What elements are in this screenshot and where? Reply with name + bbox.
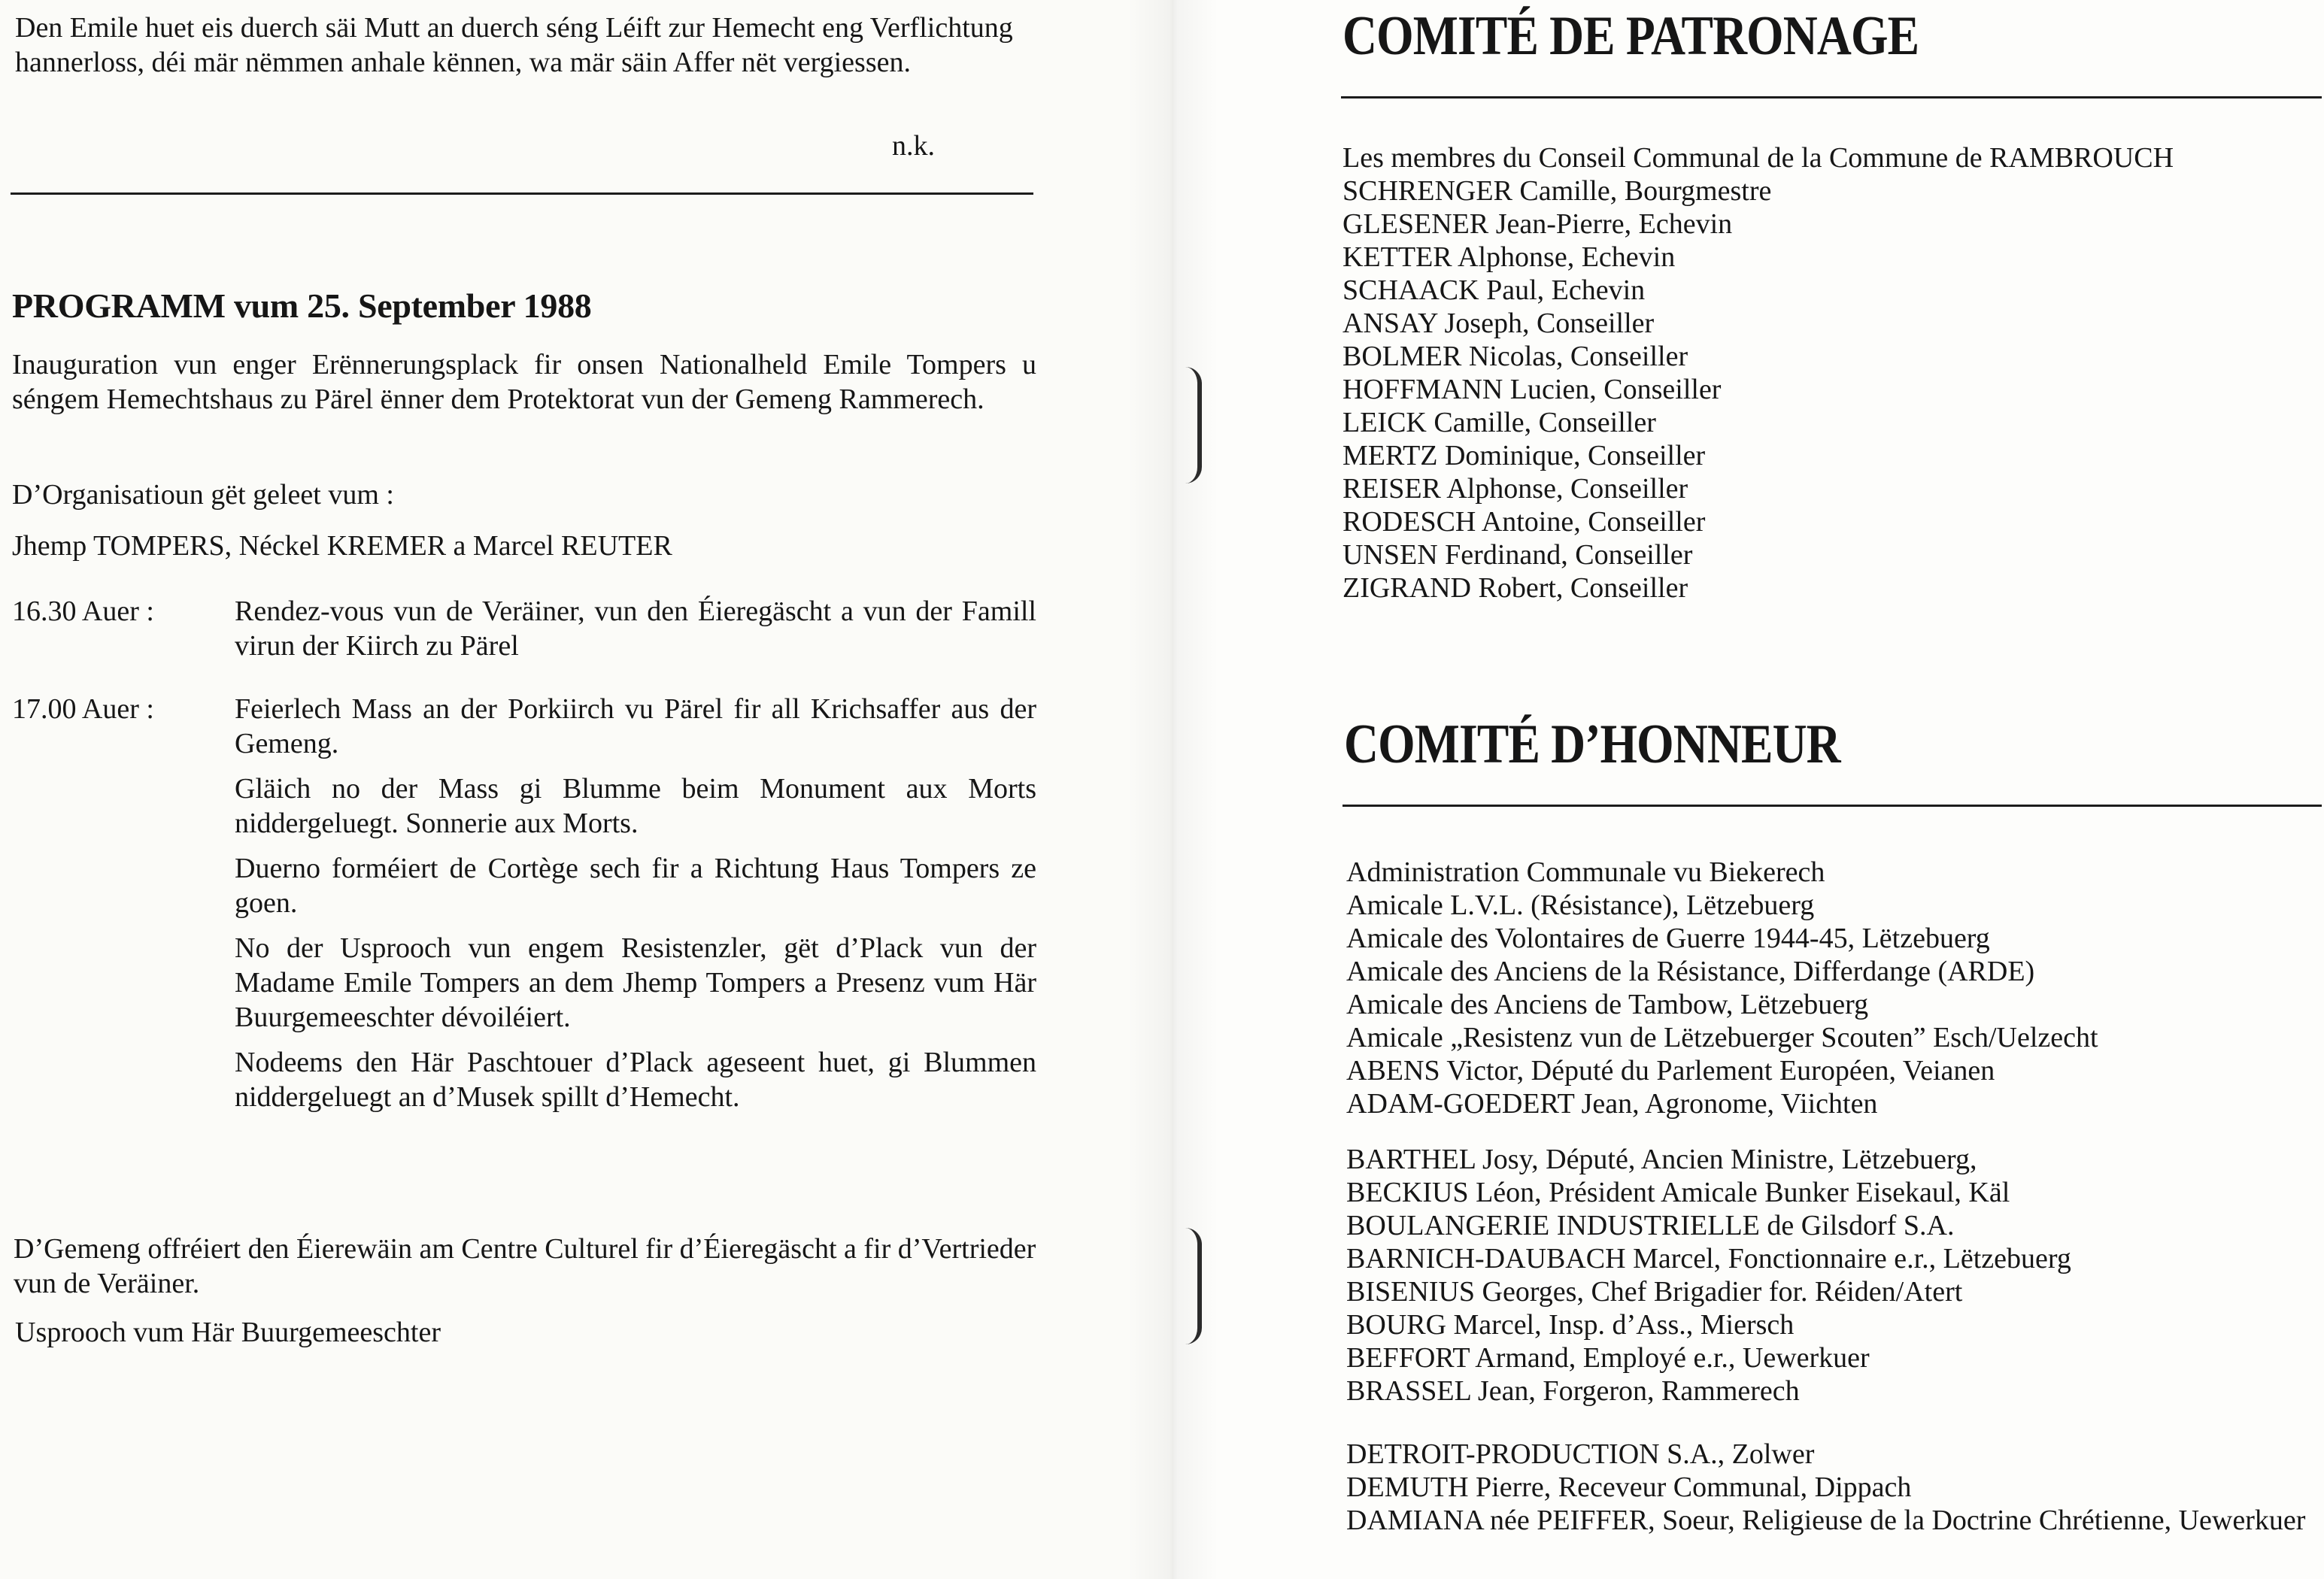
list-item: RODESCH Antoine, Conseiller — [1343, 506, 1706, 538]
schedule-paragraph: Rendez-vous vun de Veräiner, vun den Éieregäscht a vun der Famill virun der Kiirch zu Pärel — [235, 596, 1036, 662]
list-item: ABENS Victor, Député du Parlement Européen, Veianen — [1346, 1055, 1995, 1087]
honneur-rule — [1343, 805, 2322, 807]
honneur-group-c — [1346, 1438, 2324, 1537]
staple-bottom — [1185, 1228, 1202, 1344]
list-item: Amicale des Anciens de la Résistance, Differdange (ARDE) — [1346, 956, 2035, 987]
honneur-group-a — [1346, 856, 2098, 1120]
list-item: BRASSEL Jean, Forgeron, Rammerech — [1346, 1375, 1800, 1407]
list-item: BOULANGERIE INDUSTRIELLE de Gilsdorf S.A. — [1346, 1210, 1955, 1241]
patronage-heading: COMITÉ DE PATRONAGE — [1343, 5, 1919, 67]
list-item: Amicale „Resistenz vun de Lëtzebuerger Scouten” Esch/Uelzecht — [1346, 1022, 2098, 1053]
schedule-paragraph: Gläich no der Mass gi Blumme beim Monument aux Morts niddergeluegt. Sonnerie aux Morts. — [235, 773, 1036, 839]
list-item: BOURG Marcel, Insp. d’Ass., Miersch — [1346, 1309, 1795, 1341]
schedule-paragraph: No der Usprooch vun engem Resistenzler, gët d’Plack vun der Madame Emile Tompers an dem Jhemp Tompers a Presenz vum Här Buurgemeeschter dévoiléiert. — [235, 932, 1036, 1033]
center-fold — [1128, 0, 1218, 1579]
schedule-paragraph: Feierlech Mass an der Porkiirch vu Pärel fir all Krichsaffer aus der Gemeng. — [235, 693, 1036, 759]
patronage-rule — [1341, 96, 2322, 98]
program-intro: Inauguration vun enger Erënnerungsplack fir onsen Nationalheld Emile Tompers u séngem Hemechtshaus zu Pärel ënner dem Protektorat vun der Gemeng Rammerech. — [12, 349, 1036, 415]
schedule-body — [235, 594, 1036, 674]
honneur-heading: COMITÉ D’HONNEUR — [1344, 714, 1840, 775]
list-item: BOLMER Nicolas, Conseiller — [1343, 341, 1688, 372]
list-item: GLESENER Jean-Pierre, Echevin — [1343, 208, 1733, 240]
closing-paragraph — [14, 1232, 1036, 1301]
list-item: UNSEN Ferdinand, Conseiller — [1343, 539, 1693, 571]
schedule-body — [235, 692, 1036, 1125]
list-item: ZIGRAND Robert, Conseiller — [1343, 572, 1688, 604]
staple-top — [1185, 367, 1202, 483]
patronage-members — [1343, 174, 1771, 605]
organisation-label: D’Organisatioun gët geleet vum : — [12, 479, 394, 511]
list-item: DETROIT-PRODUCTION S.A., Zolwer — [1346, 1438, 1815, 1470]
list-item: Amicale des Volontaires de Guerre 1944-45, Lëtzebuerg — [1346, 923, 1990, 954]
patronage-intro: Les membres du Conseil Communal de la Commune de RAMBROUCH — [1343, 142, 2174, 174]
list-item: MERTZ Dominique, Conseiller — [1343, 440, 1706, 471]
list-item: Amicale des Anciens de Tambow, Lëtzebuerg — [1346, 989, 1869, 1020]
program-title: PROGRAMM vum 25. September 1988 — [12, 286, 592, 325]
list-item: HOFFMANN Lucien, Conseiller — [1343, 374, 1722, 405]
divider-rule — [11, 192, 1033, 195]
list-item: BEFFORT Armand, Employé e.r., Uewerkuer — [1346, 1342, 1870, 1374]
intro-paragraph — [15, 11, 1038, 80]
list-item: KETTER Alphonse, Echevin — [1343, 241, 1676, 273]
list-item: BARTHEL Josy, Député, Ancien Ministre, Lëtzebuerg, — [1346, 1144, 1977, 1175]
list-item: BARNICH-DAUBACH Marcel, Fonctionnaire e.r., Lëtzebuerg — [1346, 1243, 2071, 1274]
list-item: BISENIUS Georges, Chef Brigadier for. Réiden/Atert — [1346, 1276, 1963, 1308]
signature: n.k. — [892, 130, 935, 162]
list-item: ADAM-GOEDERT Jean, Agronome, Viichten — [1346, 1088, 1878, 1120]
list-item: REISER Alphonse, Conseiller — [1343, 473, 1688, 505]
closing-text: D’Gemeng offréiert den Éierewäin am Centre Culturel fir d’Éieregäscht a fir d’Vertrieder vun de Veräiner. — [14, 1233, 1036, 1299]
intro-text: Den Emile huet eis duerch säi Mutt an duerch séng Léift zur Hemecht eng Verflichtung hannerloss, déi mär nëmmen anhale kënnen, wa mär säin Affer nët vergiessen. — [15, 12, 1013, 78]
list-item: Administration Communale vu Biekerech — [1346, 856, 1825, 888]
organisation-names: Jhemp TOMPERS, Néckel KREMER a Marcel REUTER — [12, 530, 672, 562]
list-item: ANSAY Joseph, Conseiller — [1343, 308, 1655, 339]
list-item: BECKIUS Léon, Président Amicale Bunker Eisekaul, Käl — [1346, 1177, 2010, 1208]
list-item: SCHAACK Paul, Echevin — [1343, 274, 1646, 306]
schedule-time: 17.00 Auer : — [12, 693, 154, 725]
honneur-group-b — [1346, 1143, 2071, 1408]
list-item: DAMIANA née PEIFFER, Soeur, Religieuse de la Doctrine Chrétienne, Uewerkuer — [1346, 1505, 2306, 1536]
list-item: SCHRENGER Camille, Bourgmestre — [1343, 175, 1772, 207]
closing-speech: Usprooch vum Här Buurgemeeschter — [15, 1317, 441, 1348]
list-item: Amicale L.V.L. (Résistance), Lëtzebuerg — [1346, 890, 1815, 921]
schedule-paragraph: Nodeems den Här Paschtouer d’Plack ageseent huet, gi Blummen niddergeluegt an d’Musek spillt d’Hemecht. — [235, 1047, 1036, 1113]
list-item: LEICK Camille, Conseiller — [1343, 407, 1656, 438]
schedule-time: 16.30 Auer : — [12, 596, 154, 627]
schedule-paragraph: Duerno forméiert de Cortège sech fir a Richtung Haus Tompers ze goen. — [235, 853, 1036, 919]
list-item: DEMUTH Pierre, Receveur Communal, Dippach — [1346, 1471, 1912, 1503]
